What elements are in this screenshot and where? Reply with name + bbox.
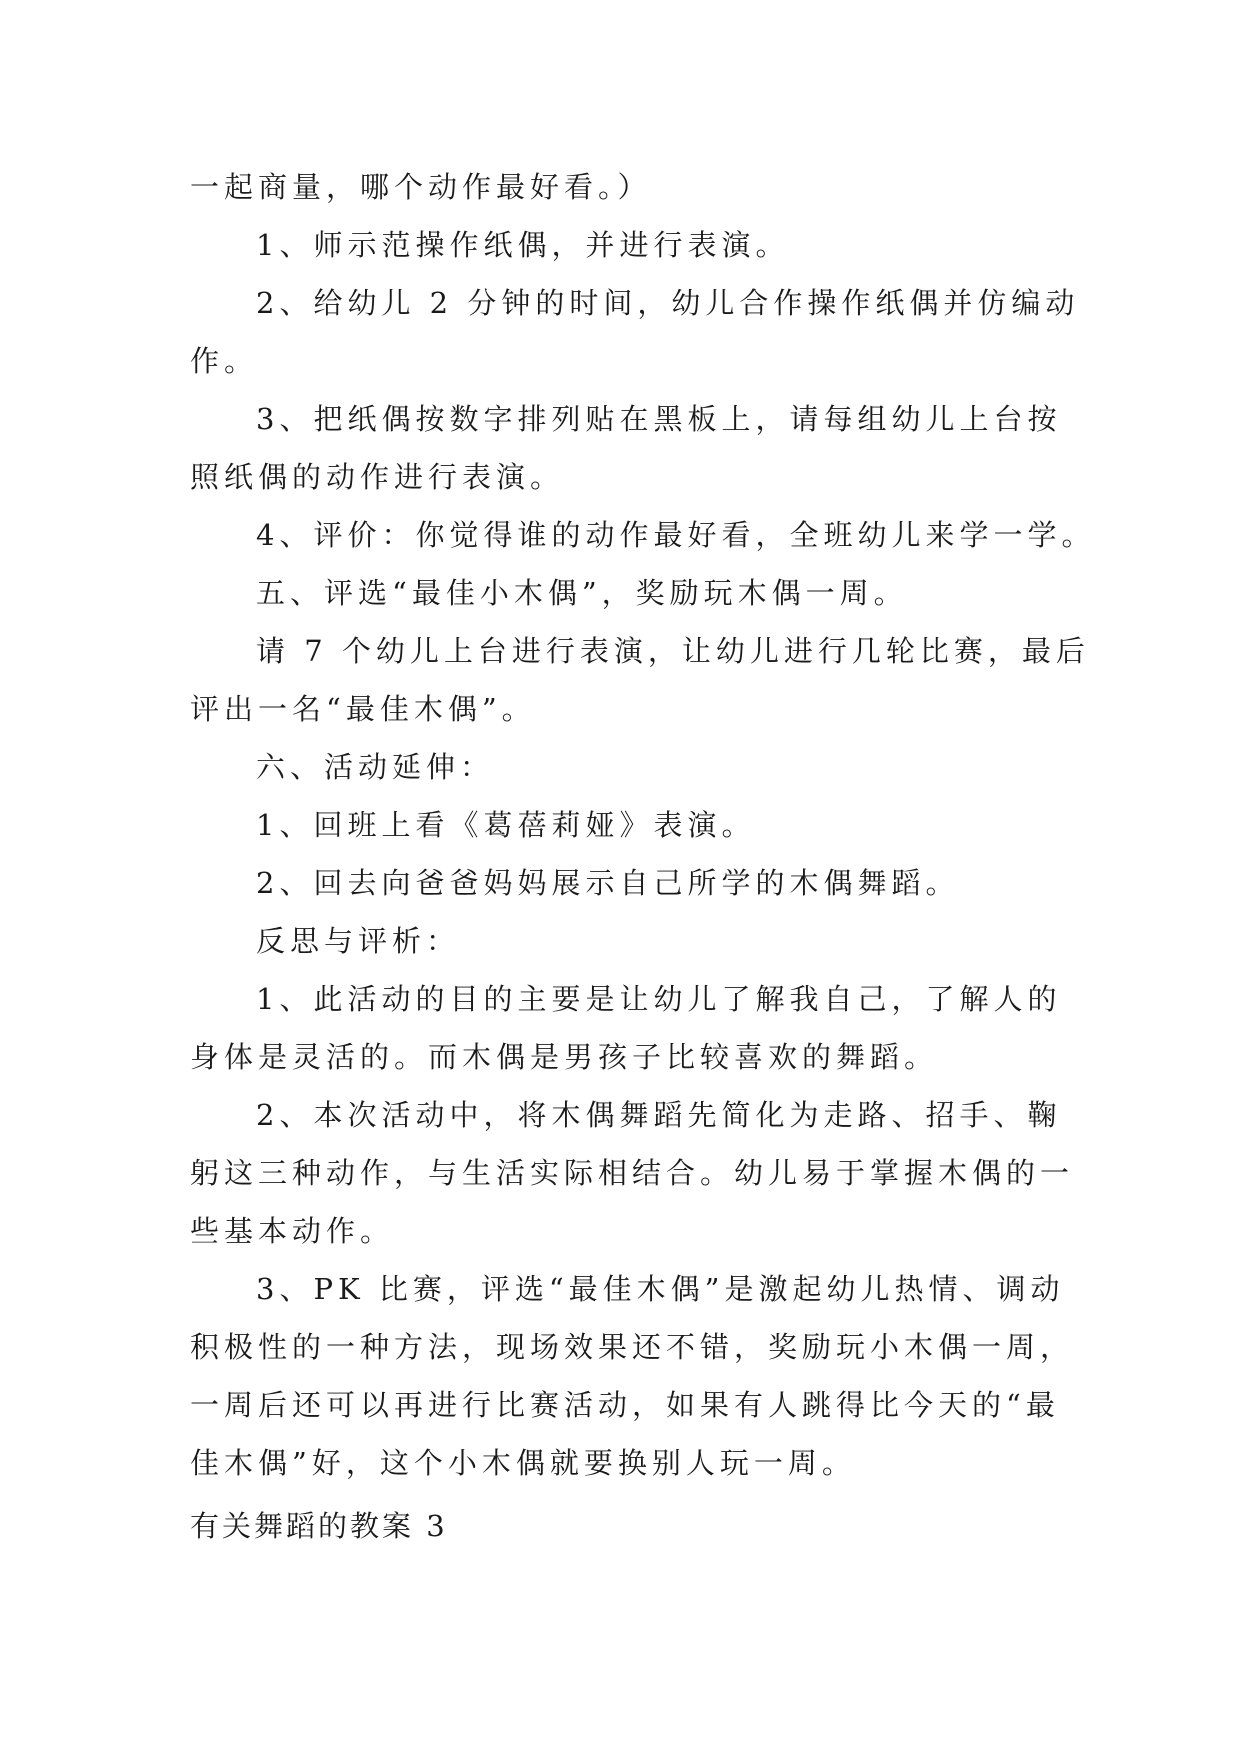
- paragraph-line: 一起商量，哪个动作最好看。）: [190, 170, 652, 204]
- paragraph-line: 躬这三种动作，与生活实际相结合。幼儿易于掌握木偶的一: [190, 1156, 1075, 1190]
- paragraph-line: 2、本次活动中，将木偶舞蹈先简化为走路、招手、鞠: [256, 1098, 1062, 1132]
- paragraph-line: 一周后还可以再进行比赛活动，如果有人跳得比今天的“最: [190, 1388, 1060, 1422]
- paragraph-line: 1、师示范操作纸偶，并进行表演。: [256, 228, 790, 262]
- paragraph-line: 评出一名“最佳木偶”。: [190, 692, 536, 726]
- paragraph-line: 1、回班上看《葛蓓莉娅》表演。: [256, 808, 756, 842]
- paragraph-line: 积极性的一种方法，现场效果还不错，奖励玩小木偶一周，: [190, 1330, 1075, 1364]
- paragraph-line: 作。: [190, 344, 259, 378]
- paragraph-line: 照纸偶的动作进行表演。: [190, 460, 565, 494]
- paragraph-line: 些基本动作。: [190, 1214, 395, 1248]
- paragraph-line: 2、给幼儿 2 分钟的时间，幼儿合作操作纸偶并仿编动: [256, 286, 1080, 320]
- paragraph-line: 3、把纸偶按数字排列贴在黑板上，请每组幼儿上台按: [256, 402, 1062, 436]
- paragraph-line: 请 7 个幼儿上台进行表演，让幼儿进行几轮比赛，最后: [256, 634, 1090, 668]
- paragraph-line: 身体是灵活的。而木偶是男孩子比较喜欢的舞蹈。: [190, 1040, 939, 1074]
- paragraph-line: 3、PK 比赛，评选“最佳木偶”是激起幼儿热情、调动: [256, 1272, 1065, 1306]
- document-body: [190, 158, 1096, 1492]
- section-heading-line: 六、活动延伸：: [256, 750, 495, 784]
- paragraph-line: 4、评价：你觉得谁的动作最好看，全班幼儿来学一学。: [256, 518, 1096, 552]
- document-section-title: 有关舞蹈的教案 3: [190, 1509, 448, 1543]
- paragraph-line: 2、回去向爸爸妈妈展示自己所学的木偶舞蹈。: [256, 866, 960, 900]
- section-heading-line: 五、评选“最佳小木偶”，奖励玩木偶一周。: [256, 576, 908, 610]
- paragraph-line: 1、此活动的目的主要是让幼儿了解我自己，了解人的: [256, 982, 1062, 1016]
- paragraph-line: 佳木偶”好，这个小木偶就要换别人玩一周。: [190, 1446, 856, 1480]
- section-heading-line: 反思与评析：: [256, 924, 461, 958]
